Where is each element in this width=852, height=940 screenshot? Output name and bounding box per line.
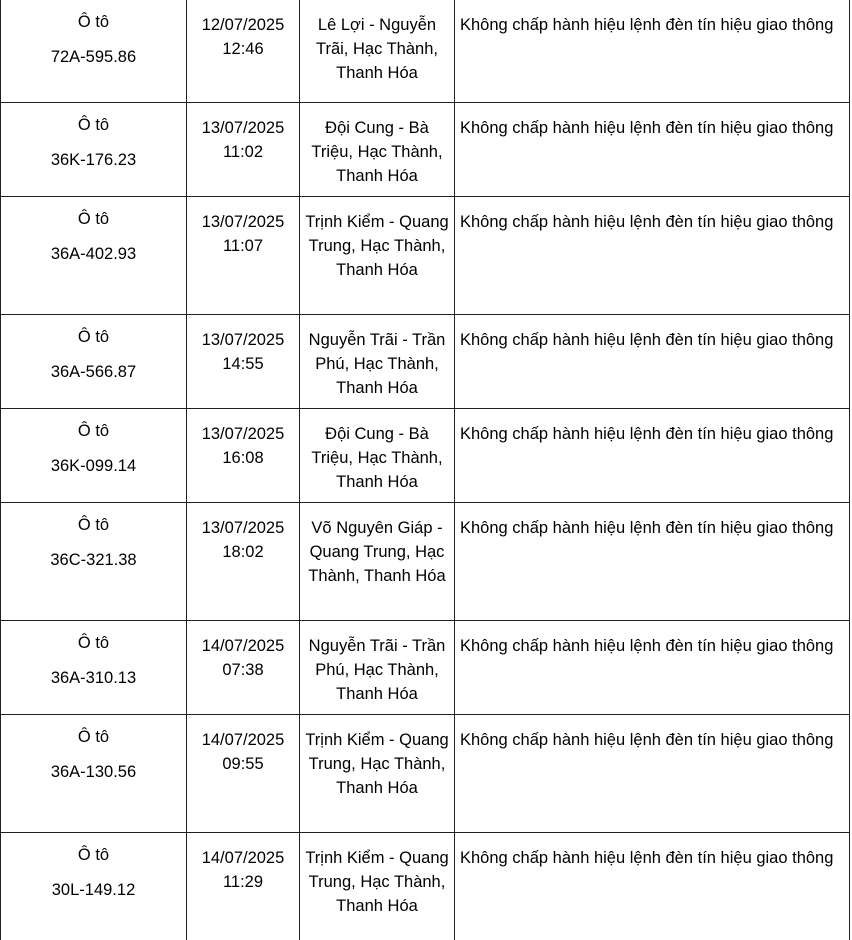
violation-description: Không chấp hành hiệu lệnh đèn tín hiệu giao thông <box>460 848 834 867</box>
violation-description: Không chấp hành hiệu lệnh đèn tín hiệu giao thông <box>460 730 834 749</box>
datetime-cell <box>187 832 300 940</box>
violation-location: Nguyễn Trãi - Trần Phú, Hạc Thành, Thanh Hóa <box>308 636 446 703</box>
vehicle-type: Ô tô <box>77 327 110 346</box>
violation-description: Không chấp hành hiệu lệnh đèn tín hiệu giao thông <box>460 16 834 34</box>
violation-time: 11:29 <box>222 872 264 891</box>
location-cell <box>300 832 455 940</box>
license-plate: 36K-176.23 <box>50 150 137 169</box>
license-plate: 36A-566.87 <box>50 362 137 381</box>
violation-time: 12:46 <box>222 40 264 58</box>
vehicle-type: Ô tô <box>77 13 110 31</box>
table-row <box>1 102 850 196</box>
datetime-cell <box>187 0 300 102</box>
violation-location: Trịnh Kiểm - Quang Trung, Hạc Thành, Thanh Hóa <box>305 730 449 797</box>
violation-description: Không chấp hành hiệu lệnh đèn tín hiệu giao thông <box>460 330 834 349</box>
vehicle-cell <box>1 832 187 940</box>
license-plate: 72A-595.86 <box>50 48 137 66</box>
violation-description: Không chấp hành hiệu lệnh đèn tín hiệu giao thông <box>460 118 834 137</box>
datetime-cell <box>187 196 300 314</box>
license-plate: 36K-099.14 <box>50 456 137 475</box>
vehicle-type: Ô tô <box>77 845 110 864</box>
license-plate: 36C-321.38 <box>50 550 137 569</box>
violation-description: Không chấp hành hiệu lệnh đèn tín hiệu giao thông <box>460 636 834 655</box>
violation-time: 09:55 <box>222 754 264 773</box>
datetime-cell <box>187 502 300 620</box>
table-row <box>1 502 850 620</box>
violation-cell <box>455 196 850 314</box>
violation-date: 14/07/2025 <box>201 730 285 749</box>
violation-description: Không chấp hành hiệu lệnh đèn tín hiệu giao thông <box>460 518 834 537</box>
violation-date: 13/07/2025 <box>201 118 285 137</box>
vehicle-cell <box>1 620 187 714</box>
table-row <box>1 408 850 502</box>
vehicle-type: Ô tô <box>77 115 110 134</box>
violation-location: Lê Lợi - Nguyễn Trãi, Hạc Thành, Thanh Hóa <box>316 16 438 82</box>
datetime-cell <box>187 102 300 196</box>
table-row <box>1 196 850 314</box>
license-plate: 36A-402.93 <box>50 244 137 263</box>
location-cell <box>300 0 455 102</box>
vehicle-cell <box>1 314 187 408</box>
location-cell <box>300 314 455 408</box>
table-row <box>1 0 850 102</box>
violation-cell <box>455 102 850 196</box>
table-row <box>1 832 850 940</box>
datetime-cell <box>187 314 300 408</box>
table-row <box>1 620 850 714</box>
violation-cell <box>455 714 850 832</box>
violation-date: 13/07/2025 <box>201 518 285 537</box>
license-plate: 36A-310.13 <box>50 668 137 687</box>
license-plate: 30L-149.12 <box>51 880 136 899</box>
location-cell <box>300 502 455 620</box>
violation-location: Trịnh Kiểm - Quang Trung, Hạc Thành, Thanh Hóa <box>305 212 449 279</box>
vehicle-cell <box>1 502 187 620</box>
location-cell <box>300 102 455 196</box>
violation-date: 14/07/2025 <box>201 848 285 867</box>
vehicle-cell <box>1 102 187 196</box>
violation-description: Không chấp hành hiệu lệnh đèn tín hiệu giao thông <box>460 212 834 231</box>
violation-date: 12/07/2025 <box>201 16 285 34</box>
violation-cell <box>455 832 850 940</box>
datetime-cell <box>187 408 300 502</box>
violation-location: Trịnh Kiểm - Quang Trung, Hạc Thành, Thanh Hóa <box>305 848 449 915</box>
violation-location: Đội Cung - Bà Triệu, Hạc Thành, Thanh Hóa <box>311 118 443 185</box>
location-cell <box>300 714 455 832</box>
vehicle-cell <box>1 714 187 832</box>
license-plate: 36A-130.56 <box>50 762 137 781</box>
vehicle-type: Ô tô <box>77 515 110 534</box>
violation-location: Đội Cung - Bà Triệu, Hạc Thành, Thanh Hóa <box>311 424 443 491</box>
table-row <box>1 314 850 408</box>
violation-time: 16:08 <box>222 448 264 467</box>
violation-date: 13/07/2025 <box>201 212 285 231</box>
violation-time: 18:02 <box>222 542 264 561</box>
violation-cell <box>455 620 850 714</box>
violation-time: 07:38 <box>222 660 264 679</box>
violation-cell <box>455 314 850 408</box>
vehicle-type: Ô tô <box>77 421 110 440</box>
violation-date: 13/07/2025 <box>201 424 285 443</box>
vehicle-type: Ô tô <box>77 633 110 652</box>
violation-cell <box>455 502 850 620</box>
vehicle-cell <box>1 0 187 102</box>
violation-time: 11:02 <box>222 142 264 161</box>
violation-location: Võ Nguyên Giáp - Quang Trung, Hạc Thành, Thanh Hóa <box>308 518 446 585</box>
location-cell <box>300 196 455 314</box>
vehicle-type: Ô tô <box>77 209 110 228</box>
datetime-cell <box>187 714 300 832</box>
violation-cell <box>455 408 850 502</box>
violation-time: 14:55 <box>222 354 264 373</box>
violation-date: 13/07/2025 <box>201 330 285 349</box>
violation-location: Nguyễn Trãi - Trần Phú, Hạc Thành, Thanh Hóa <box>308 330 446 397</box>
vehicle-cell <box>1 196 187 314</box>
violation-description: Không chấp hành hiệu lệnh đèn tín hiệu giao thông <box>460 424 834 443</box>
location-cell <box>300 408 455 502</box>
vehicle-type: Ô tô <box>77 727 110 746</box>
datetime-cell <box>187 620 300 714</box>
table-row <box>1 714 850 832</box>
violation-date: 14/07/2025 <box>201 636 285 655</box>
violation-time: 11:07 <box>222 236 264 255</box>
vehicle-cell <box>1 408 187 502</box>
violation-cell <box>455 0 850 102</box>
location-cell <box>300 620 455 714</box>
